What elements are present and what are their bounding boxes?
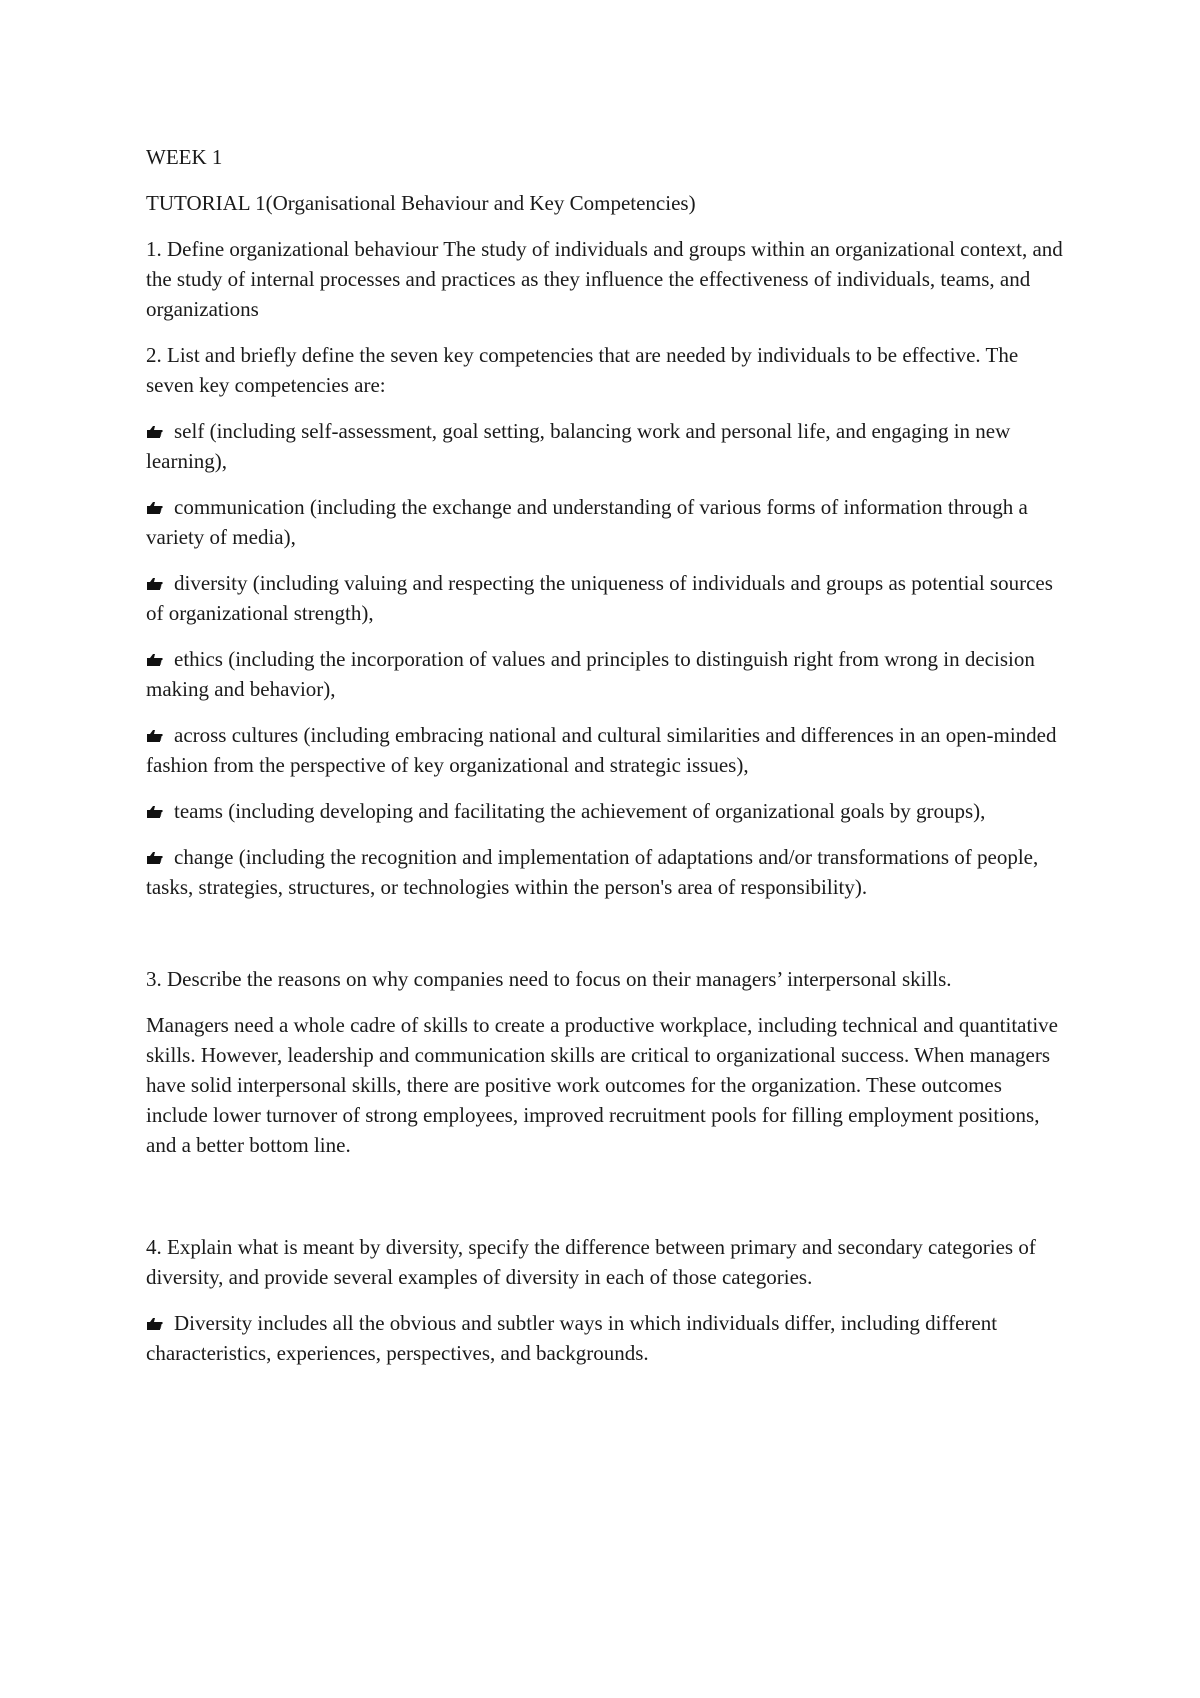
week-label: WEEK 1	[146, 145, 223, 169]
diversity-definition-text: Diversity includes all the obvious and subtler ways in which individuals differ, including different characteristics, experiences, perspectives, and backgrounds.	[146, 1311, 998, 1365]
hand-pointing-icon	[146, 851, 164, 865]
hand-pointing-icon	[146, 501, 164, 515]
hand-pointing-icon	[146, 653, 164, 667]
question-4: 4. Explain what is meant by diversity, specify the difference between primary and secondary categories of diversity, and provide several examples of diversity in each of those categories.	[146, 1235, 1036, 1289]
hand-pointing-icon	[146, 729, 164, 743]
tutorial-title: TUTORIAL 1(Organisational Behaviour and Key Competencies)	[146, 191, 696, 215]
answer-3: Managers need a whole cadre of skills to create a productive workplace, including technical and quantitative skills. However, leadership and communication skills are critical to organizational success. When managers have solid interpersonal skills, there are positive work outcomes for the organization. These outcomes include lower turnover of strong employees, improved recruitment pools for filling employment positions, and a better bottom line.	[146, 1013, 1058, 1157]
competency-item-diversity	[146, 568, 1066, 628]
hand-pointing-icon	[146, 577, 164, 591]
competency-item-across-cultures	[146, 720, 1066, 780]
spacer	[146, 918, 1066, 964]
competency-text: change (including the recognition and implementation of adaptations and/or transformations of people, tasks, strategies, structures, or technologies within the person's area of responsibility).	[146, 845, 1039, 899]
competency-item-ethics	[146, 644, 1066, 704]
competency-item-change	[146, 842, 1066, 902]
hand-pointing-icon	[146, 425, 164, 439]
competency-text: communication (including the exchange and understanding of various forms of information through a variety of media),	[146, 495, 1028, 549]
competency-item-teams	[146, 796, 1066, 826]
competency-item-communication	[146, 492, 1066, 552]
competency-item-self	[146, 416, 1066, 476]
question-2: 2. List and briefly define the seven key competencies that are needed by individuals to be effective. The seven key competencies are:	[146, 343, 1019, 397]
competency-text: self (including self-assessment, goal setting, balancing work and personal life, and engaging in new learning),	[146, 419, 1011, 473]
competency-text: across cultures (including embracing national and cultural similarities and differences in an open-minded fashion from the perspective of key organizational and strategic issues),	[146, 723, 1057, 777]
competency-text: diversity (including valuing and respecting the uniqueness of individuals and groups as potential sources of organizational strength),	[146, 571, 1053, 625]
hand-pointing-icon	[146, 805, 164, 819]
hand-pointing-icon	[146, 1317, 164, 1331]
question-1: 1. Define organizational behaviour The study of individuals and groups within an organizational context, and the study of internal processes and practices as they influence the effectiveness of individuals, teams, and organizations	[146, 237, 1063, 321]
competency-text: ethics (including the incorporation of values and principles to distinguish right from wrong in decision making and behavior),	[146, 647, 1035, 701]
competency-text: teams (including developing and facilitating the achievement of organizational goals by groups),	[174, 799, 986, 823]
spacer	[146, 1176, 1066, 1232]
question-3: 3. Describe the reasons on why companies need to focus on their managers’ interpersonal skills.	[146, 967, 952, 991]
document-page	[146, 142, 1066, 1384]
diversity-definition-item	[146, 1308, 1066, 1368]
